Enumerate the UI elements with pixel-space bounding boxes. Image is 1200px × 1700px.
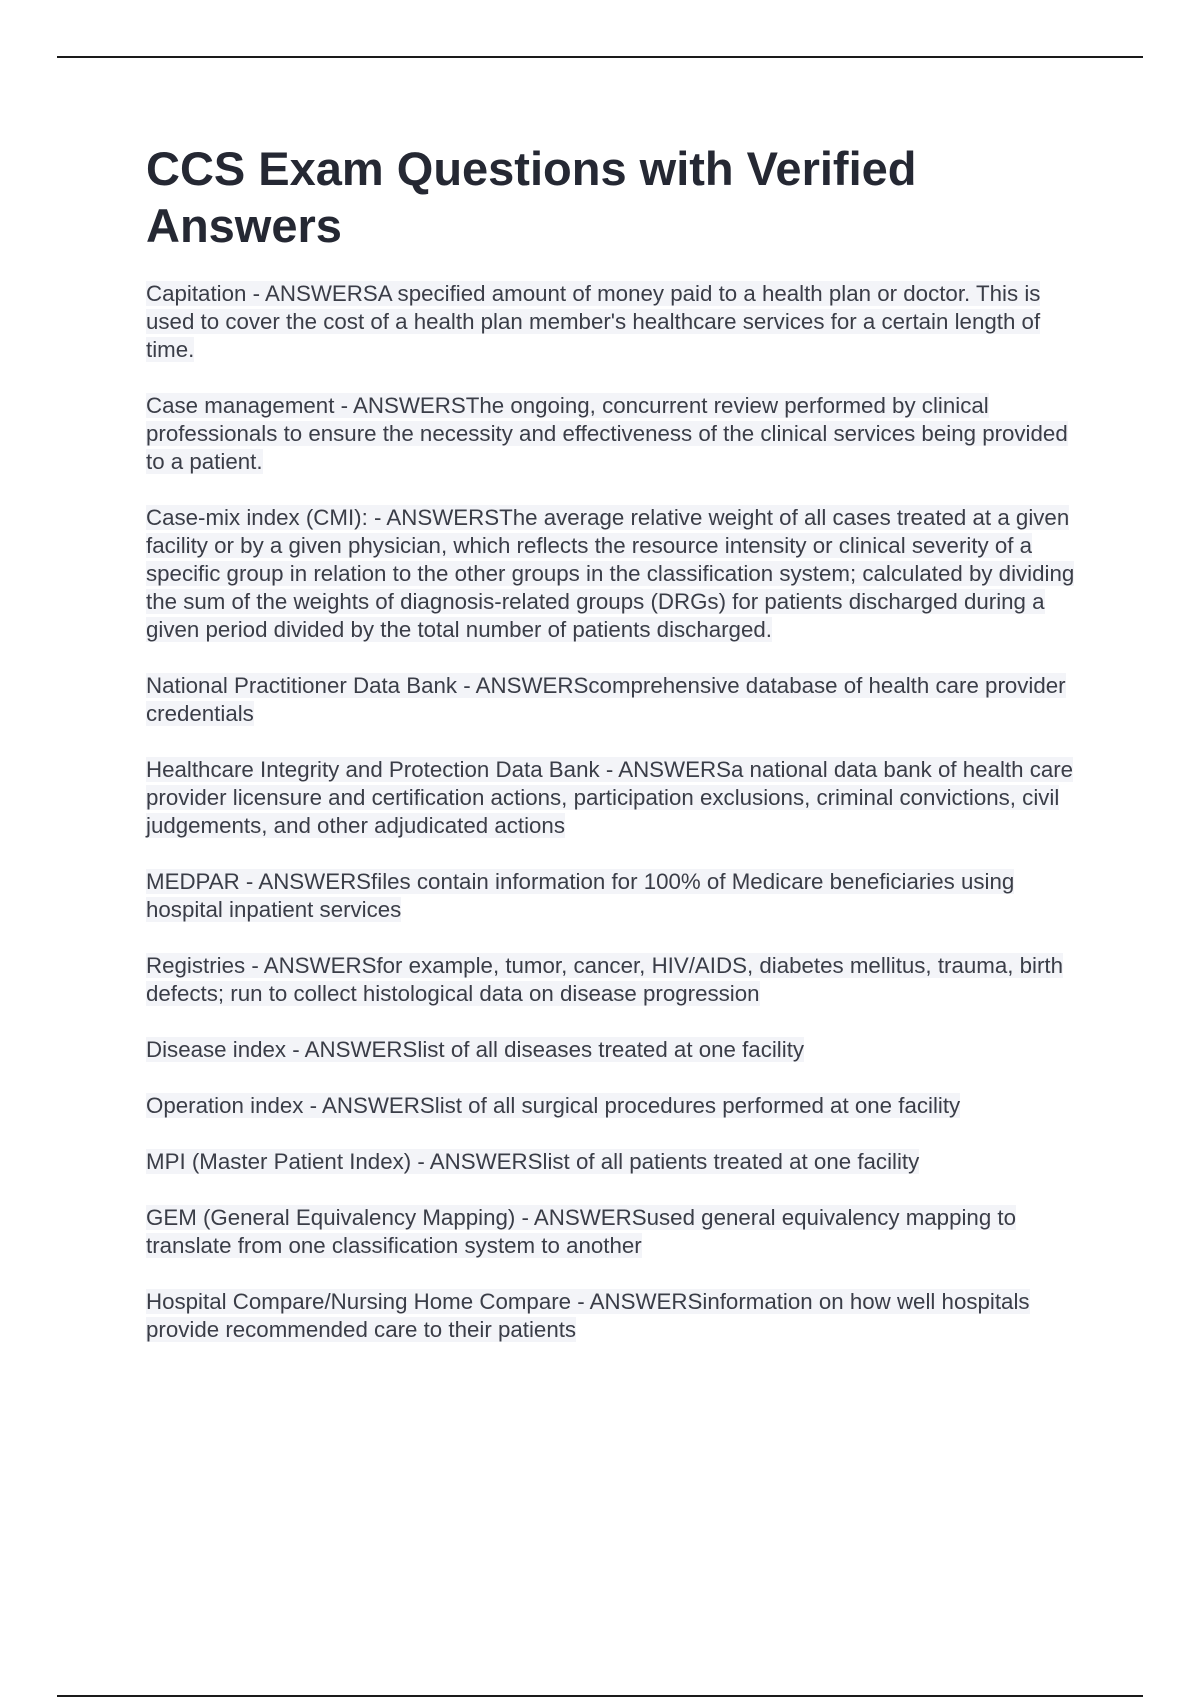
qa-item-text: Operation index - ANSWERSlist of all surgical procedures performed at one facility xyxy=(146,1093,961,1118)
qa-item xyxy=(146,280,1086,364)
qa-item-text: Registries - ANSWERSfor example, tumor, cancer, HIV/AIDS, diabetes mellitus, trauma, birth defects; run to collect histological data on disease progression xyxy=(146,953,1063,1006)
qa-item xyxy=(146,756,1086,840)
qa-item-text: MPI (Master Patient Index) - ANSWERSlist of all patients treated at one facility xyxy=(146,1149,920,1174)
qa-item-text: Case-mix index (CMI): - ANSWERSThe average relative weight of all cases treated at a given facility or by a given physician, which reflects the resource intensity or clinical severity of a specific group in relation to the other groups in the classification system; calculated by dividing the sum of the weights of diagnosis-related groups (DRGs) for patients discharged during a given period divided by the total number of patients discharged. xyxy=(146,505,1075,642)
top-divider xyxy=(57,56,1143,58)
bottom-divider xyxy=(57,1695,1143,1697)
qa-item xyxy=(146,952,1086,1008)
qa-item xyxy=(146,1288,1086,1344)
qa-item-text: Case management - ANSWERSThe ongoing, concurrent review performed by clinical professionals to ensure the necessity and effectiveness of the clinical services being provided to a patient. xyxy=(146,393,1068,474)
qa-item xyxy=(146,868,1086,924)
qa-item-text: MEDPAR - ANSWERSfiles contain information for 100% of Medicare beneficiaries using hospital inpatient services xyxy=(146,869,1015,922)
qa-item-text: Hospital Compare/Nursing Home Compare - ANSWERSinformation on how well hospitals provide recommended care to their patients xyxy=(146,1289,1030,1342)
qa-item-text: National Practitioner Data Bank - ANSWERScomprehensive database of health care provider credentials xyxy=(146,673,1066,726)
qa-item xyxy=(146,1092,1086,1120)
qa-item xyxy=(146,1036,1086,1064)
qa-item-text: GEM (General Equivalency Mapping) - ANSWERSused general equivalency mapping to translate from one classification system to another xyxy=(146,1205,1017,1258)
qa-list xyxy=(146,280,1086,1344)
qa-item xyxy=(146,392,1086,476)
page-title: CCS Exam Questions with Verified Answers xyxy=(146,142,917,252)
qa-item-text: Capitation - ANSWERSA specified amount of money paid to a health plan or doctor. This is used to cover the cost of a health plan member's healthcare services for a certain length of time. xyxy=(146,281,1041,362)
qa-item-text: Healthcare Integrity and Protection Data Bank - ANSWERSa national data bank of health care provider licensure and certification actions, participation exclusions, criminal convictions, civil judgements, and other adjudicated actions xyxy=(146,757,1074,838)
qa-item xyxy=(146,672,1086,728)
qa-item xyxy=(146,1204,1086,1260)
qa-item xyxy=(146,504,1086,644)
qa-item-text: Disease index - ANSWERSlist of all diseases treated at one facility xyxy=(146,1037,805,1062)
document-body xyxy=(146,140,1086,1372)
qa-item xyxy=(146,1148,1086,1176)
